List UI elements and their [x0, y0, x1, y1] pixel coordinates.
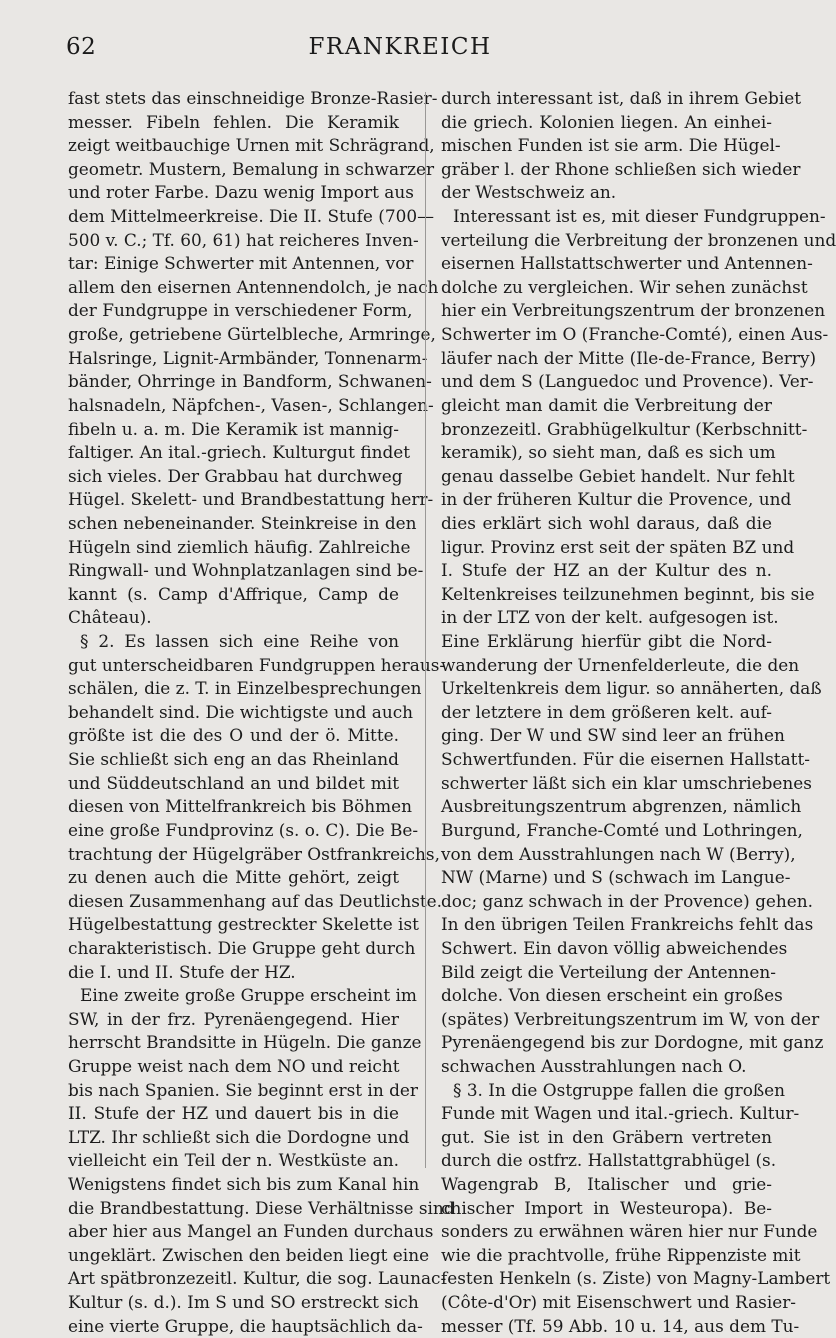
- text-line: bronzezeitl. Grabhügelkultur (Kerbschnitt-: [441, 418, 808, 439]
- text-line: Hügeln sind ziemlich häufig. Zahlreiche: [68, 536, 411, 557]
- text-line: dolche zu vergleichen. Wir sehen zunächst: [441, 276, 808, 297]
- text-line: halsnadeln, Näpfchen-, Vasen-, Schlangen-: [68, 394, 434, 415]
- text-line: aber hier aus Mangel an Funden durchaus: [68, 1221, 434, 1242]
- text-line: keramik), so sieht man, daß es sich um: [441, 442, 776, 463]
- text-line: SW, in der frz. Pyrenäengegend. Hier: [68, 1008, 399, 1029]
- text-line: wanderung der Urnenfelderleute, die den: [441, 654, 800, 675]
- text-line: und roter Farbe. Dazu wenig Import aus: [68, 182, 414, 203]
- text-line: schen nebeneinander. Steinkreise in den: [68, 512, 417, 533]
- column-divider: [425, 92, 426, 1168]
- text-line: diesen von Mittelfrankreich bis Böhmen: [68, 796, 413, 817]
- text-line: tar: Einige Schwerter mit Antennen, vor: [68, 253, 414, 274]
- text-line: größte ist die des O und der ö. Mitte.: [68, 725, 399, 746]
- text-line: von dem Ausstrahlungen nach W (Berry),: [441, 843, 796, 864]
- text-line: Ringwall- und Wohnplatzanlagen sind be-: [68, 560, 424, 581]
- text-line: ging. Der W und SW sind leer an frühen: [441, 725, 785, 746]
- text-line: in der LTZ von der kelt. aufgesogen ist.: [441, 607, 779, 628]
- text-line: dolche. Von diesen erscheint ein großes: [441, 985, 783, 1006]
- text-line: Château).: [68, 607, 152, 628]
- text-line: dem Mittelmeerkreise. Die II. Stufe (700—: [68, 206, 435, 227]
- left-text-column: [68, 87, 455, 1338]
- text-line: behandelt sind. Die wichtigste und auch: [68, 701, 414, 722]
- text-line: (spätes) Verbreitungszentrum im W, von der: [441, 1008, 820, 1029]
- text-line: trachtung der Hügelgräber Ostfrankreichs,: [68, 843, 440, 864]
- text-line: eine große Fundprovinz (s. o. C). Die Be-: [68, 819, 419, 840]
- text-line: wie die prachtvolle, frühe Rippenziste mit: [441, 1244, 801, 1265]
- text-line: faltiger. An ital.-griech. Kulturgut findet: [68, 442, 411, 463]
- text-line: chischer Import in Westeuropa). Be-: [441, 1197, 772, 1218]
- text-line: Funde mit Wagen und ital.-griech. Kultur-: [441, 1103, 800, 1124]
- text-line: schwerter läßt sich ein klar umschriebenes: [441, 772, 812, 793]
- text-line: die Brandbestattung. Diese Verhältnisse sind: [68, 1197, 455, 1218]
- text-line: Pyrenäengegend bis zur Dordogne, mit ganz: [441, 1032, 824, 1053]
- text-line: eisernen Hallstattschwerter und Antennen-: [441, 253, 813, 274]
- text-line: schwachen Ausstrahlungen nach O.: [441, 1055, 747, 1076]
- text-line: kannt (s. Camp d'Affrique, Camp de: [68, 583, 399, 604]
- text-line: gleicht man damit die Verbreitung der: [441, 394, 772, 415]
- text-line: vielleicht ein Teil der n. Westküste an.: [68, 1150, 399, 1171]
- text-line: I. Stufe der HZ an der Kultur des n.: [441, 560, 772, 581]
- text-line: der Fundgruppe in verschiedener Form,: [68, 300, 413, 321]
- text-line: genau dasselbe Gebiet handelt. Nur fehlt: [441, 465, 795, 486]
- text-line: 500 v. C.; Tf. 60, 61) hat reicheres Inven-: [68, 229, 419, 250]
- text-line: gut. Sie ist in den Gräbern vertreten: [441, 1126, 772, 1147]
- text-line: Schwert. Ein davon völlig abweichendes: [441, 937, 788, 958]
- right-text-column: [441, 87, 836, 1338]
- text-line: fibeln u. a. m. Die Keramik ist mannig-: [68, 418, 399, 439]
- page-number: 62: [66, 34, 97, 60]
- text-line: mischen Funden ist sie arm. Die Hügel-: [441, 135, 781, 156]
- text-line: diesen Zusammenhang auf das Deutlichste.: [68, 890, 443, 911]
- text-line: der Westschweiz an.: [441, 182, 617, 203]
- text-line: festen Henkeln (s. Ziste) von Magny-Lambert: [441, 1268, 831, 1289]
- text-line: LTZ. Ihr schließt sich die Dordogne und: [68, 1126, 410, 1147]
- text-line: § 3. In die Ostgruppe fallen die großen: [453, 1079, 786, 1100]
- text-line: Hügelbestattung gestreckter Skelette ist: [68, 914, 419, 935]
- text-line: (Côte-d'Or) mit Eisenschwert und Rasier-: [441, 1292, 797, 1313]
- text-line: in der früheren Kultur die Provence, und: [441, 489, 792, 510]
- text-line: Eine Erklärung hierfür gibt die Nord-: [441, 631, 772, 652]
- page-header: [0, 34, 800, 64]
- text-line: gut unterscheidbaren Fundgruppen heraus-: [68, 654, 446, 675]
- text-line: der letztere in dem größeren kelt. auf-: [441, 701, 772, 722]
- text-line: messer. Fibeln fehlen. Die Keramik: [68, 111, 399, 132]
- text-line: bis nach Spanien. Sie beginnt erst in der: [68, 1079, 418, 1100]
- text-line: Art spätbronzezeitl. Kultur, die sog. Launac-: [68, 1268, 447, 1289]
- text-line: Burgund, Franche-Comté und Lothringen,: [441, 819, 803, 840]
- text-line: Ausbreitungszentrum abgrenzen, nämlich: [441, 796, 802, 817]
- text-line: bänder, Ohrringe in Bandform, Schwanen-: [68, 371, 432, 392]
- text-line: dies erklärt sich wohl daraus, daß die: [441, 512, 772, 533]
- text-line: fast stets das einschneidige Bronze-Rasier-: [68, 88, 438, 108]
- text-line: geometr. Mustern, Bemalung in schwarzer: [68, 158, 435, 179]
- text-line: allem den eisernen Antennendolch, je nach: [68, 276, 439, 297]
- text-line: Bild zeigt die Verteilung der Antennen-: [441, 961, 776, 982]
- text-line: und Süddeutschland an und bildet mit: [68, 772, 399, 793]
- text-line: Kultur (s. d.). Im S und SO erstreckt sich: [68, 1292, 419, 1313]
- text-line: doc; ganz schwach in der Provence) gehen.: [441, 890, 814, 911]
- running-title: FRANKREICH: [308, 34, 492, 60]
- text-line: Hügel. Skelett- und Brandbestattung herr-: [68, 489, 434, 510]
- text-line: sonders zu erwähnen wären hier nur Funde: [441, 1221, 818, 1242]
- text-line: gräber l. der Rhone schließen sich wieder: [441, 158, 801, 179]
- text-line: charakteristisch. Die Gruppe geht durch: [68, 937, 416, 958]
- text-line: hier ein Verbreitungszentrum der bronzenen: [441, 300, 826, 321]
- text-line: zu denen auch die Mitte gehört, zeigt: [68, 867, 399, 888]
- text-line: Schwertfunden. Für die eisernen Hallstatt-: [441, 749, 810, 770]
- text-line: Keltenkreises teilzunehmen beginnt, bis sie: [441, 583, 815, 604]
- text-line: Interessant ist es, mit dieser Fundgruppen-: [453, 206, 826, 227]
- text-line: eine vierte Gruppe, die hauptsächlich da-: [68, 1315, 423, 1336]
- text-line: zeigt weitbauchige Urnen mit Schrägrand,: [68, 135, 435, 156]
- text-line: durch interessant ist, daß in ihrem Gebiet: [441, 88, 802, 108]
- text-line: II. Stufe der HZ und dauert bis in die: [68, 1103, 399, 1124]
- text-line: die griech. Kolonien liegen. An einhei-: [441, 111, 772, 132]
- text-line: Urkeltenkreis dem ligur. so annäherten, daß: [441, 678, 822, 699]
- text-line: Halsringe, Lignit-Armbänder, Tonnenarm-: [68, 347, 428, 368]
- text-line: die I. und II. Stufe der HZ.: [68, 961, 296, 982]
- text-line: Wenigstens findet sich bis zum Kanal hin: [68, 1174, 420, 1195]
- text-line: verteilung die Verbreitung der bronzenen und: [441, 229, 836, 250]
- text-line: große, getriebene Gürtelbleche, Armringe,: [68, 324, 436, 345]
- text-line: Gruppe weist nach dem NO und reicht: [68, 1055, 400, 1076]
- text-line: messer (Tf. 59 Abb. 10 u. 14, aus dem Tu-: [441, 1315, 800, 1336]
- text-line: ungeklärt. Zwischen den beiden liegt eine: [68, 1244, 430, 1265]
- text-line: Sie schließt sich eng an das Rheinland: [68, 749, 399, 770]
- text-line: ligur. Provinz erst seit der späten BZ und: [441, 536, 795, 557]
- text-line: § 2. Es lassen sich eine Reihe von: [80, 631, 399, 652]
- text-line: sich vieles. Der Grabbau hat durchweg: [68, 465, 403, 486]
- text-line: NW (Marne) und S (schwach im Langue-: [441, 867, 791, 888]
- text-line: herrscht Brandsitte in Hügeln. Die ganze: [68, 1032, 422, 1053]
- text-line: schälen, die z. T. in Einzelbesprechungen: [68, 678, 422, 699]
- text-line: Wagengrab B, Italischer und grie-: [441, 1174, 772, 1195]
- text-line: Schwerter im O (Franche-Comté), einen Aus-: [441, 324, 829, 345]
- text-line: läufer nach der Mitte (Ile-de-France, Berry): [441, 347, 817, 368]
- text-line: Eine zweite große Gruppe erscheint im: [80, 985, 417, 1006]
- text-line: und dem S (Languedoc und Provence). Ver-: [441, 371, 814, 392]
- text-line: durch die ostfrz. Hallstattgrabhügel (s.: [441, 1150, 777, 1171]
- text-line: In den übrigen Teilen Frankreichs fehlt das: [441, 914, 814, 935]
